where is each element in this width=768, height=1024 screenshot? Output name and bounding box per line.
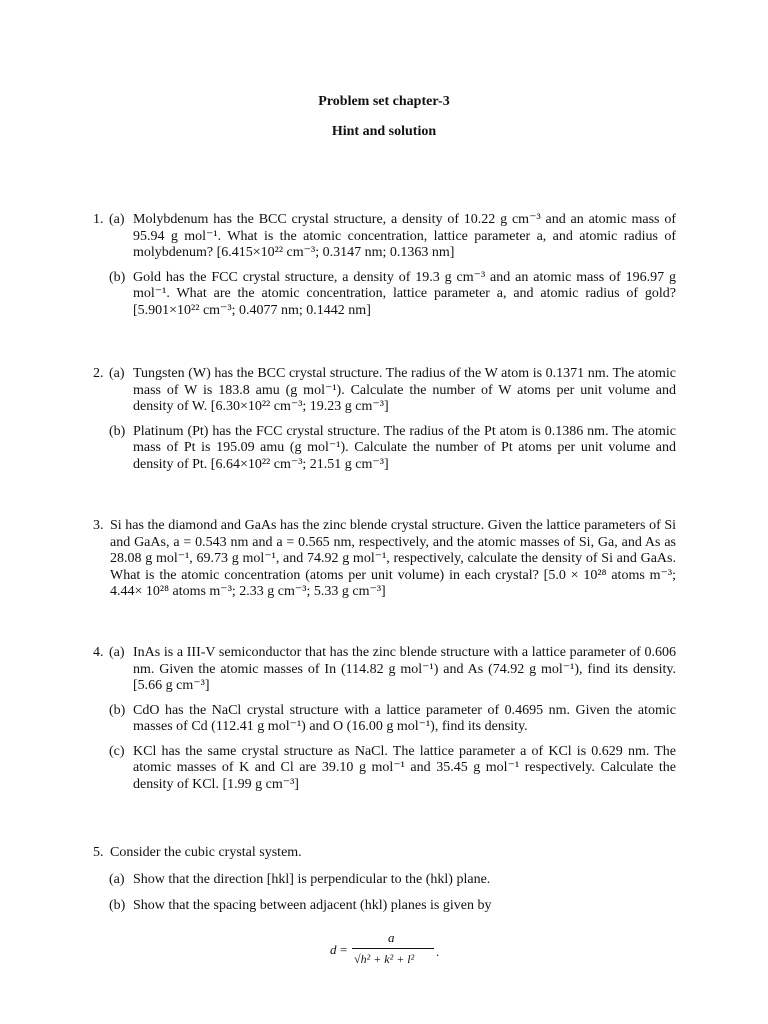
problem-2a bbox=[93, 366, 676, 416]
fraction-bar bbox=[352, 948, 434, 949]
problem-number: 1. bbox=[93, 212, 104, 227]
problem-4b bbox=[93, 703, 676, 736]
problem-4 bbox=[93, 645, 676, 793]
problem-5 bbox=[93, 845, 676, 915]
formula-denominator: √h² + k² + l² bbox=[354, 952, 415, 966]
page-subtitle: Hint and solution bbox=[331, 124, 437, 139]
part-label: (a) bbox=[109, 366, 125, 381]
problem-text: Molybdenum has the BCC crystal structure, a density of 10.22 g cm⁻³ and an atomic mass of 95.94 g mol⁻¹. What is the atomic concentration, lattice parameter a, and atomic radius of molybdenum? [6.415×10²² cm⁻³; 0.3147 nm; 0.1363 nm] bbox=[133, 212, 676, 260]
problem-number: 4. bbox=[93, 645, 104, 660]
problem-text: CdO has the NaCl crystal structure with a lattice parameter of 0.4695 nm. Given the atomic masses of Cd (112.41 g mol⁻¹) and O (16.00 g mol⁻¹), find its density. bbox=[133, 702, 676, 734]
problem-3 bbox=[93, 518, 676, 601]
part-label: (a) bbox=[109, 212, 125, 227]
problem-text: InAs is a III-V semiconductor that has the zinc blende structure with a lattice parameter of 0.606 nm. Given the atomic masses of In (114.82 g mol⁻¹) and As (74.92 g mol⁻¹), find its density. [5.66 g cm⁻³] bbox=[133, 645, 676, 693]
problem-1 bbox=[93, 212, 676, 319]
formula-equals: = bbox=[340, 942, 348, 957]
problem-4c bbox=[93, 744, 676, 794]
problem-text: Si has the diamond and GaAs has the zinc blende crystal structure. Given the lattice parameters of Si and GaAs, a = 0.543 nm and a = 0.565 nm, respectively, and the atomic masses of Si, Ga, and As as 28.08 g mol⁻¹, 69.73 g mol⁻¹, and 74.92 g mol⁻¹, respectively, calculate the density of Si and GaAs. What is the atomic concentration (atoms per unit volume) in each crystal? [5.0 × 10²⁸ atoms m⁻³; 4.44× 10²⁸ atoms m⁻³; 2.33 g cm⁻³; 5.33 g cm⁻³] bbox=[110, 518, 676, 599]
part-label: (a) bbox=[109, 871, 125, 887]
problem-text: Gold has the FCC crystal structure, a density of 19.3 g cm⁻³ and an atomic mass of 196.97 g mol⁻¹. What are the atomic concentration, lattice parameter a, and atomic radius of gold? [5.901×10²² cm⁻³; 0.4077 nm; 0.1442 nm] bbox=[133, 269, 676, 318]
problem-1b bbox=[93, 270, 676, 320]
part-label: (b) bbox=[109, 898, 126, 913]
problem-5a bbox=[93, 872, 676, 889]
problem-5b bbox=[93, 898, 676, 915]
problem-number: 5. bbox=[93, 845, 104, 860]
problem-text: Show that the direction [hkl] is perpendicular to the (hkl) plane. bbox=[133, 871, 491, 887]
problem-4a bbox=[93, 645, 676, 695]
problem-2 bbox=[93, 366, 676, 473]
plane-spacing-formula bbox=[330, 930, 450, 976]
problem-number: 2. bbox=[93, 366, 104, 381]
formula-lhs: d bbox=[330, 942, 337, 957]
part-label: (b) bbox=[109, 269, 126, 285]
formula-period: . bbox=[436, 944, 440, 959]
problem-intro: Consider the cubic crystal system. bbox=[110, 845, 302, 860]
part-label: (a) bbox=[109, 645, 125, 660]
part-label: (c) bbox=[109, 743, 125, 759]
part-label: (b) bbox=[109, 423, 126, 439]
problem-number: 3. bbox=[93, 518, 104, 533]
problem-text: Show that the spacing between adjacent (hkl) planes is given by bbox=[133, 898, 492, 913]
part-label: (b) bbox=[109, 702, 126, 718]
problem-text: Tungsten (W) has the BCC crystal structure. The radius of the W atom is 0.1371 nm. The atomic mass of W is 183.8 amu (g mol⁻¹). Calculate the number of W atoms per unit volume and density of W. [6.30×10²² cm⁻³; 19.23 g cm⁻³] bbox=[133, 366, 676, 414]
page-title: Problem set chapter-3 bbox=[318, 94, 450, 109]
problem-2b bbox=[93, 424, 676, 474]
problem-text: Platinum (Pt) has the FCC crystal structure. The radius of the Pt atom is 0.1386 nm. The atomic mass of Pt is 195.09 amu (g mol⁻¹). Calculate the number of Pt atoms per unit volume and density of Pt. [6.64×10²² cm⁻³; 21.51 g cm⁻³] bbox=[133, 423, 676, 472]
problem-text: KCl has the same crystal structure as NaCl. The lattice parameter a of KCl is 0.629 nm. The atomic masses of K and Cl are 39.10 g mol⁻¹ and 35.45 g mol⁻¹ respectively. Calculate the density of KCl. [1.99 g cm⁻³] bbox=[133, 743, 676, 792]
formula-numerator: a bbox=[388, 930, 395, 945]
problem-1a bbox=[93, 212, 676, 262]
